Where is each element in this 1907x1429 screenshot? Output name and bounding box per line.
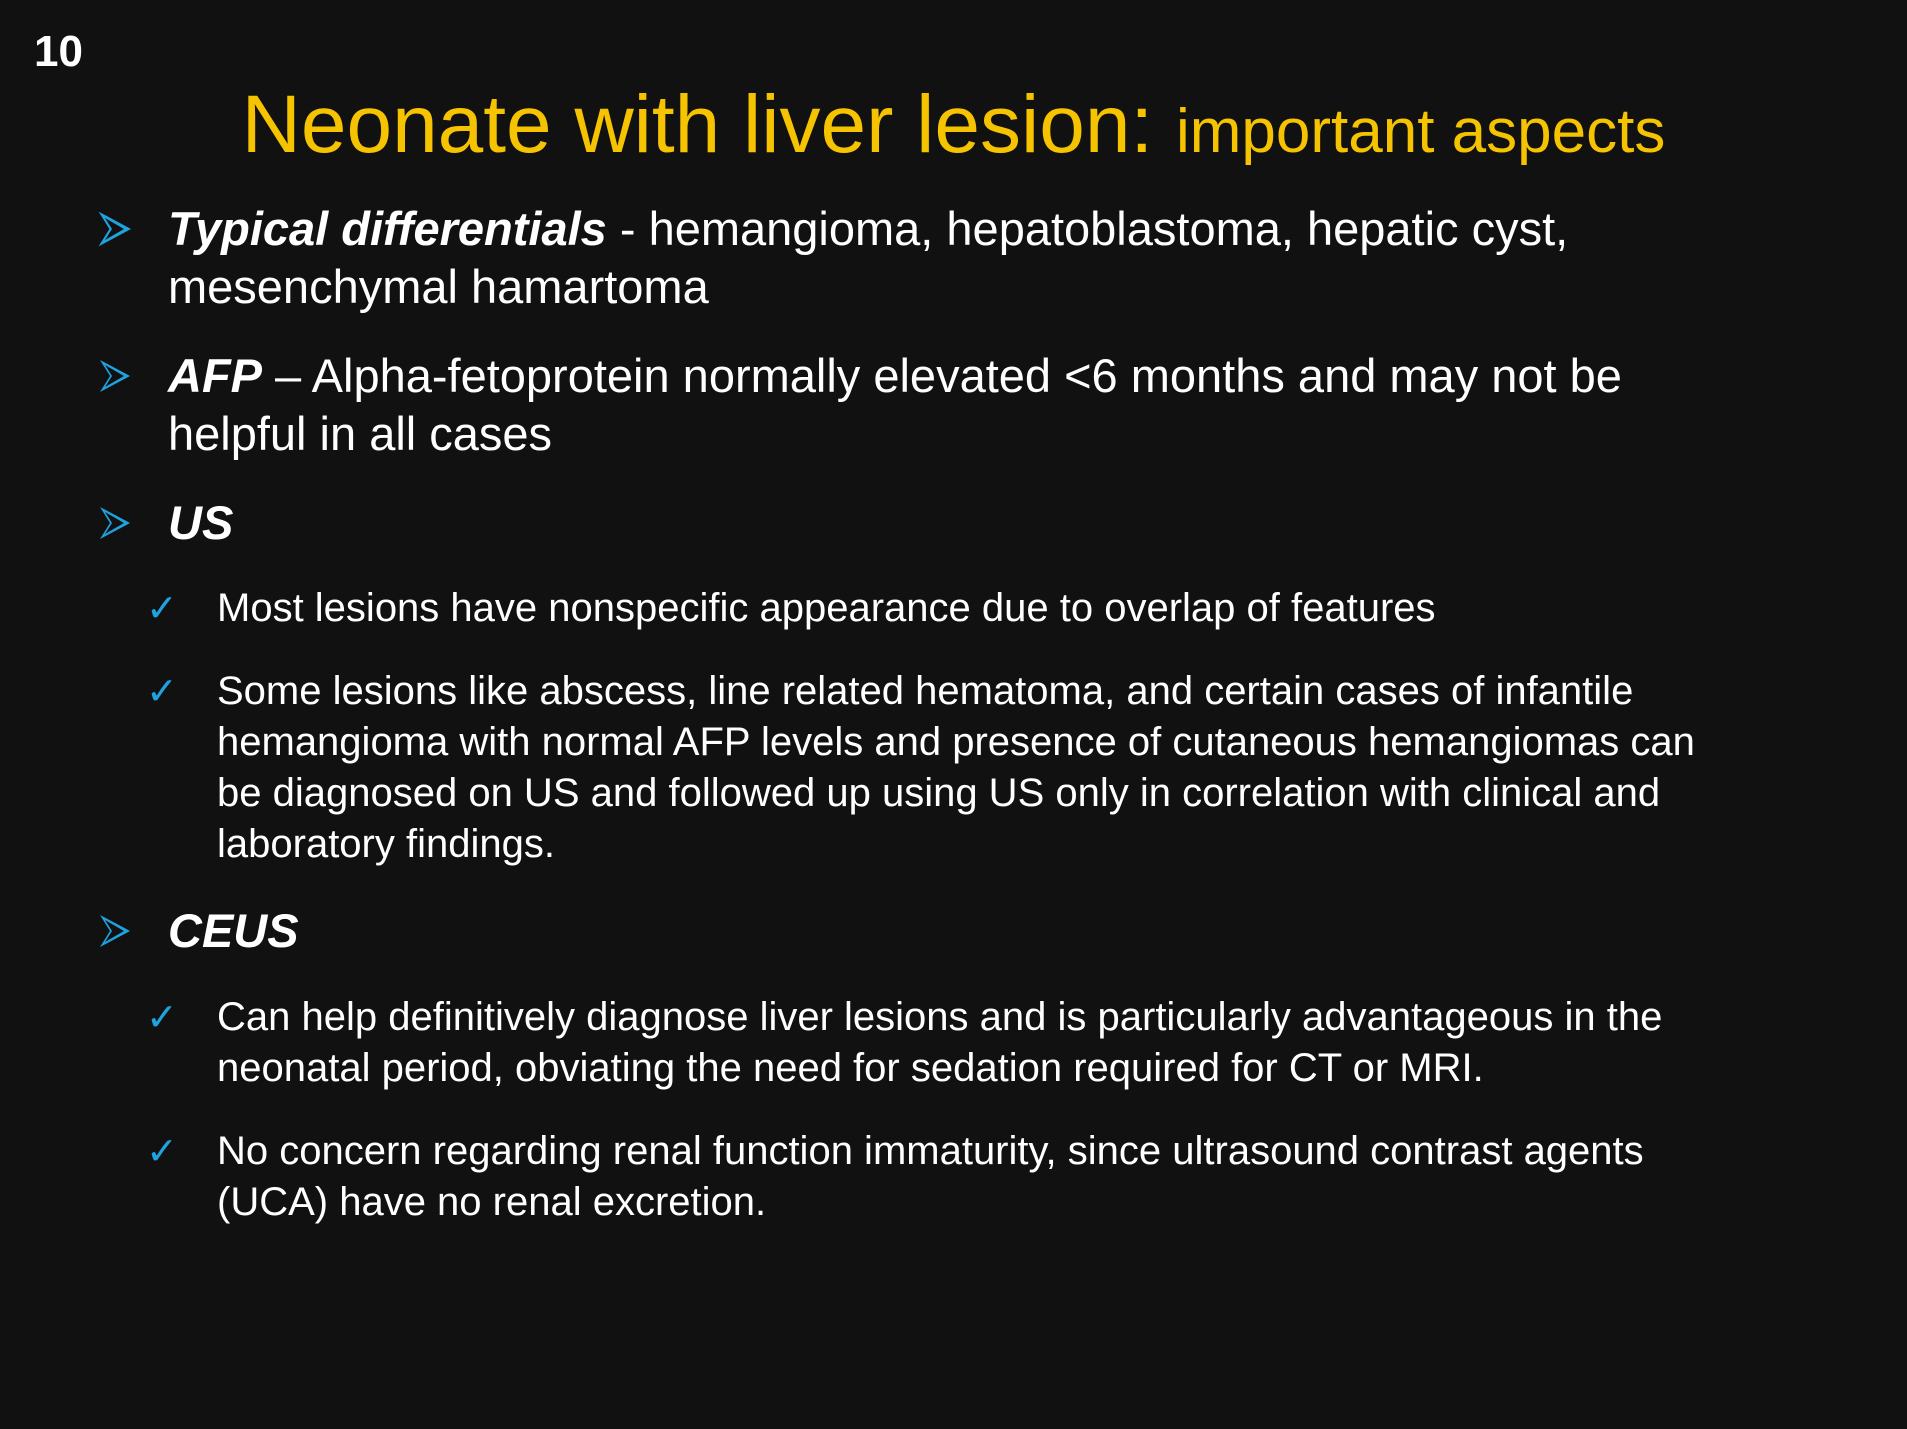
slide-number: 10 xyxy=(34,27,83,76)
slide-title xyxy=(0,78,1907,172)
sub-item-ceus-renal: No concern regarding renal function immaturity, since ultrasound contrast agents (UCA) have no renal excretion. xyxy=(217,1129,1644,1224)
sub-item-ceus-diagnose: Can help definitively diagnose liver lesions and is particularly advantageous in the neonatal period, obviating the need for sedation required for CT or MRI. xyxy=(217,995,1663,1090)
bullet-lead: Typical differentials xyxy=(168,202,607,255)
arrow-bullet-icon xyxy=(96,503,136,543)
slide-title-main: Neonate with liver lesion: xyxy=(241,79,1176,170)
bullet-lead: AFP xyxy=(168,349,262,402)
arrow-bullet-icon xyxy=(96,356,136,396)
sub-item-us-diagnosable: Some lesions like abscess, line related hematoma, and certain cases of infantile hemangioma with normal AFP levels and presence of cutaneous hemangiomas can be diagnosed on US and followed up using US only in correlation with clinical and laboratory findings. xyxy=(217,669,1695,866)
bullet-item-differentials xyxy=(168,200,1728,316)
sub-item-us-nonspecific: Most lesions have nonspecific appearance due to overlap of features xyxy=(217,586,1436,630)
bullet-text: - hemangioma, hepatoblastoma, hepatic cyst, mesenchymal hamartoma xyxy=(168,202,1569,313)
arrow-bullet-icon xyxy=(96,209,136,249)
slide-title-sub: important aspects xyxy=(1176,97,1666,166)
bullet-lead: CEUS xyxy=(168,904,299,957)
checkmark-icon: ✓ xyxy=(146,995,178,1039)
checkmark-icon: ✓ xyxy=(146,586,178,630)
bullet-lead: US xyxy=(168,496,234,549)
arrow-bullet-icon xyxy=(96,911,136,951)
checkmark-icon: ✓ xyxy=(146,1129,178,1173)
bullet-item-us xyxy=(168,494,1728,552)
checkmark-icon: ✓ xyxy=(146,669,178,713)
bullet-item-afp xyxy=(168,347,1728,463)
bullet-item-ceus xyxy=(168,902,1728,960)
bullet-text: – Alpha-fetoprotein normally elevated <6 months and may not be helpful in all cases xyxy=(168,349,1622,460)
